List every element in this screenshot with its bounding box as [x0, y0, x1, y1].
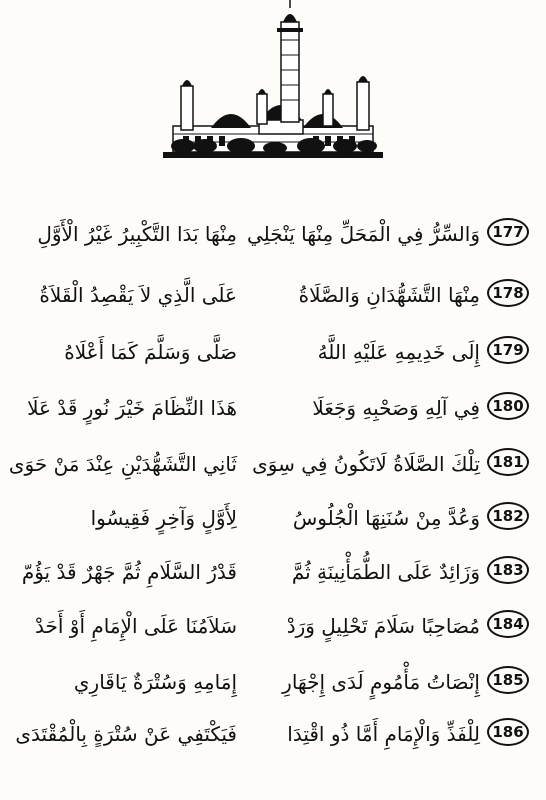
verse-number: 179 [487, 336, 529, 364]
verse-second-hemistich: لِأَوَّلٍ وَآخِرٍ فَقِيسُوا [90, 506, 237, 530]
verse-182 [0, 498, 546, 538]
verse-number: 184 [487, 610, 529, 638]
verse-first-hemistich: فِي آلِهِ وَصَحْبِهِ وَجَعَلَا [312, 396, 480, 420]
verse-second-hemistich: ثَانِي التَّشَهُّدَيْنِ عِنْدَ مَنْ حَوَى [8, 452, 237, 476]
verse-second-hemistich: فَيَكْتَفِي عَنْ سُتْرَةٍ بِالْمُقْتَدَى [15, 722, 237, 746]
verse-first-hemistich: وَعُدَّ مِنْ سُنَنِهَا الْجُلُوسُ [292, 506, 480, 530]
verse-first-hemistich: تِلْكَ الصَّلَاةُ لَاتَكُونُ فِي سِوَى [252, 452, 480, 476]
mosque-illustration [163, 0, 383, 165]
verse-number: 183 [487, 556, 529, 584]
verse-number: 177 [487, 218, 529, 246]
verse-first-hemistich: إِنْصَاتُ مَأْمُومٍ لَدَى إِجْهَارِ [282, 670, 480, 694]
verse-first-hemistich: وَزَائِدٌ عَلَى الطُّمَأْنِينَةِ ثُمَّ [291, 560, 480, 584]
verse-second-hemistich: هَذَا النِّظَامَ خَيْرَ نُورٍ قَدْ عَلَا [27, 396, 237, 420]
verse-second-hemistich: قَدْرُ السَّلَامِ ثُمَّ جَهْرٌ قَدْ يَؤُمّ [21, 560, 237, 584]
verse-second-hemistich: صَلَّى وَسَلَّمَ كَمَا أَعْلَاهُ [64, 340, 237, 364]
verse-179 [0, 332, 546, 372]
verse-second-hemistich: سَلاَمُنَا عَلَى الْإِمَامِ أَوْ أَحَدْ [35, 614, 237, 638]
verse-180 [0, 388, 546, 428]
verse-second-hemistich: إِمَامِهِ وَسُتْرَةٌ يَاقَارِي [73, 670, 237, 694]
verse-186 [0, 714, 546, 754]
verse-first-hemistich: مُصَاحِبًا سَلَامَ تَحْلِيلٍ وَرَدْ [286, 614, 480, 638]
verse-number: 186 [487, 718, 529, 746]
verse-second-hemistich: عَلَى الَّذِي لاَ يَقْصِدُ الْقَلاَةُ [39, 283, 237, 307]
verse-183 [0, 552, 546, 592]
verse-185 [0, 662, 546, 702]
verse-178 [0, 275, 546, 315]
verse-184 [0, 606, 546, 646]
verse-first-hemistich: لِلْفَذِّ وَالْإِمَامِ أَمَّا ذُو اقْتِدَا [287, 722, 480, 746]
verse-177 [0, 214, 546, 254]
verse-number: 185 [487, 666, 529, 694]
verse-first-hemistich: مِنْهَا التَّشَهُّدَانِ وَالصَّلَاةُ [298, 283, 480, 307]
verse-number: 181 [487, 448, 529, 476]
verse-first-hemistich: وَالسِّرُّ فِي الْمَحَلِّ مِنْهَا يَنْجَلِي [247, 222, 480, 246]
verse-first-hemistich: إِلَى خَدِيمِهِ عَلَيْهِ اللَّهُ [317, 340, 480, 364]
verse-number: 178 [487, 279, 529, 307]
verse-181 [0, 444, 546, 484]
verse-second-hemistich: مِنْهَا بَدَا التَّكْبِيرُ غَيْرُ الْأَوَّلِ [37, 222, 237, 246]
verse-number: 180 [487, 392, 529, 420]
verse-number: 182 [487, 502, 529, 530]
